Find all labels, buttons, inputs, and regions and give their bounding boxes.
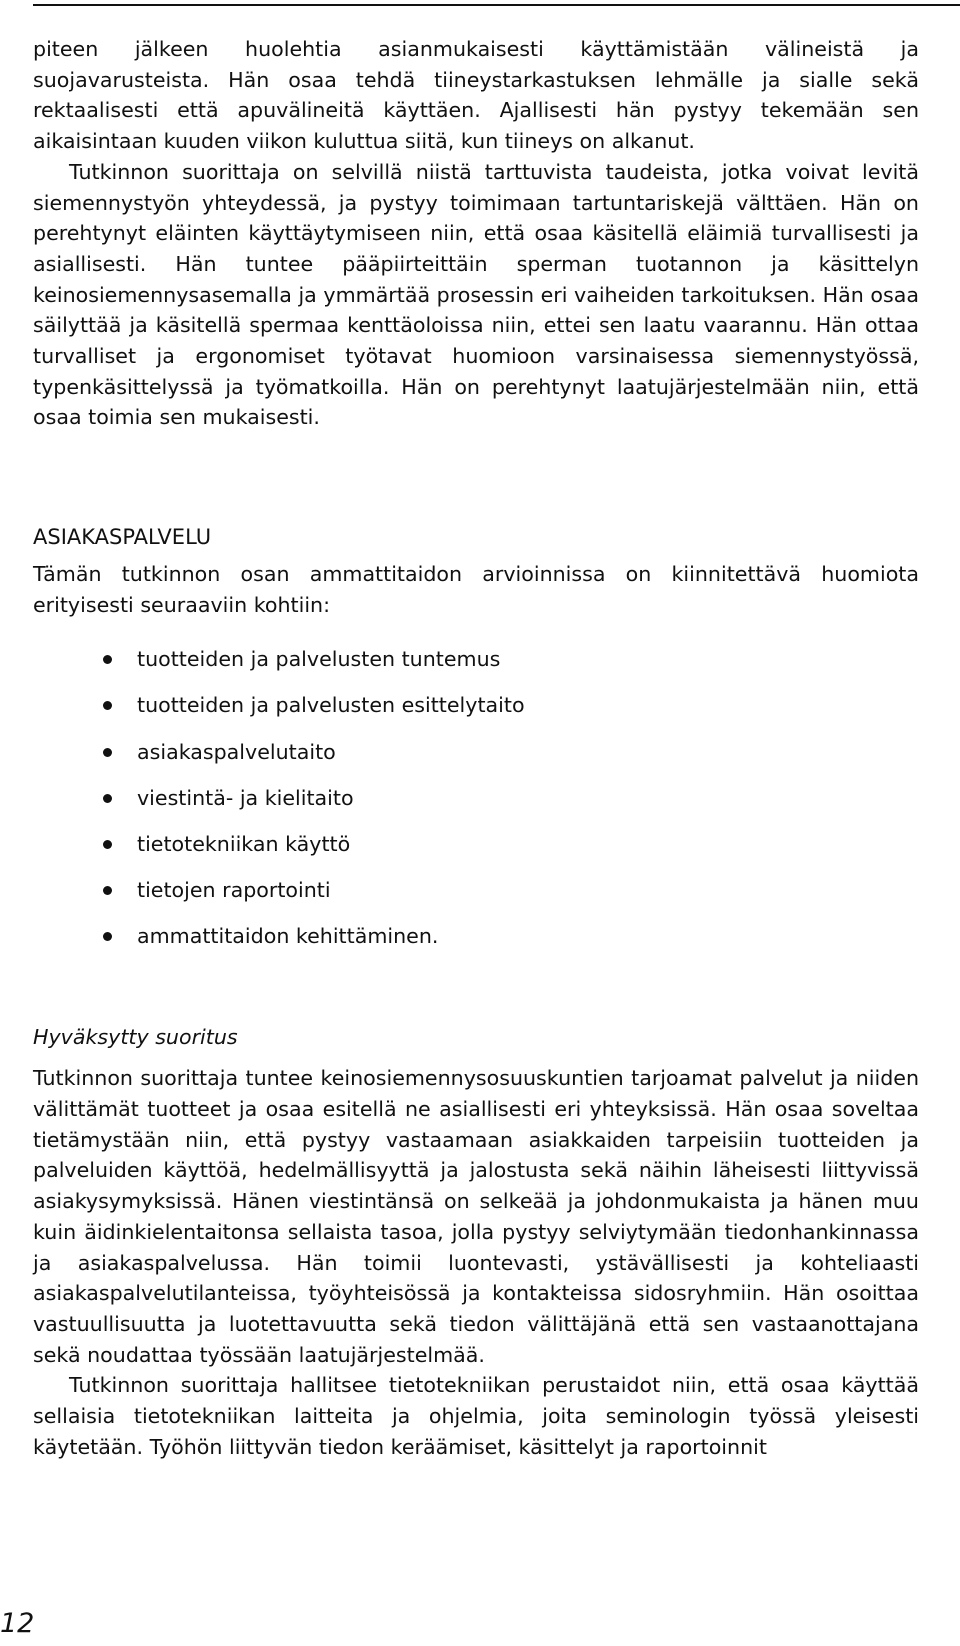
bullet-icon bbox=[103, 701, 112, 710]
intro-paragraph-1: piteen jälkeen huolehtia asianmukaisesti käyttämistään välineistä ja suojavarusteista. Hän osaa tehdä tiineystarkastuksen lehmälle ja sialle sekä rektaalisesti että apuvälineitä käyttäen. Ajallisesti hän pystyy tekemään sen aikaisintaan kuuden viikon kuluttua siitä, kun tiineys on alkanut. bbox=[33, 37, 919, 154]
bullet-icon bbox=[103, 655, 112, 664]
bullet-icon bbox=[103, 932, 112, 941]
list-item-label: ammattitaidon kehittäminen. bbox=[137, 924, 439, 949]
bullet-icon bbox=[103, 794, 112, 803]
page-content bbox=[33, 34, 919, 1463]
list-item bbox=[103, 913, 919, 959]
page-number: 12 bbox=[0, 1608, 35, 1639]
criteria-list bbox=[33, 636, 919, 959]
list-item bbox=[103, 867, 919, 913]
list-item-label: tuotteiden ja palvelusten tuntemus bbox=[137, 647, 501, 672]
list-item-label: asiakaspalvelutaito bbox=[137, 739, 336, 764]
accepted-performance-heading: Hyväksytty suoritus bbox=[33, 1024, 238, 1049]
section-heading: ASIAKASPALVELU bbox=[33, 525, 212, 550]
bullet-icon bbox=[103, 840, 112, 849]
list-item-label: tietotekniikan käyttö bbox=[137, 832, 351, 857]
intro-paragraph-2: Tutkinnon suorittaja on selvillä niistä tarttuvista taudeista, jotka voivat levitä siemennystyön yhteydessä, ja pystyy toimimaan tartuntariskejä välttäen. Hän on perehtynyt eläinten käyttäytymiseen niin, että osaa käsitellä eläimiä turvallisesti ja asiallisesti. Hän tuntee pääpiirteittäin sperman tuotannon ja käsittelyn keinosiemennysasemalla ja ymmärtää prosessin eri vaiheiden tarkoituksen. Hän osaa säilyttää ja käsitellä spermaa kenttäoloissa niin, ettei sen laatu vaarannu. Hän ottaa turvalliset ja ergonomiset työtavat huomioon varsinaisessa siemennystyössä, typenkäsittelyssä ja työmatkoilla. Hän on perehtynyt laatujärjestelmään niin, että osaa toimia sen mukaisesti. bbox=[33, 159, 919, 430]
list-item bbox=[103, 636, 919, 682]
list-item bbox=[103, 682, 919, 728]
top-rule bbox=[33, 4, 960, 6]
list-item-label: viestintä- ja kielitaito bbox=[137, 785, 354, 810]
list-item bbox=[103, 775, 919, 821]
section-intro: Tämän tutkinnon osan ammattitaidon arvioinnissa on kiinnitettävä huomiota erityisesti seuraaviin kohtiin: bbox=[33, 561, 919, 617]
list-item bbox=[103, 821, 919, 867]
accepted-paragraph-2: Tutkinnon suorittaja hallitsee tietotekniikan perustaidot niin, että osaa käyttää sellaisia tietotekniikan laitteita ja ohjelmia, joita seminologin työssä yleisesti käytetään. Työhön liittyvän tiedon keräämiset, käsittelyt ja raportoinnit bbox=[33, 1373, 919, 1459]
bullet-icon bbox=[103, 748, 112, 757]
list-item-label: tietojen raportointi bbox=[137, 878, 331, 903]
bullet-icon bbox=[103, 886, 112, 895]
list-item bbox=[103, 729, 919, 775]
accepted-paragraph-1: Tutkinnon suorittaja tuntee keinosiemennysosuuskuntien tarjoamat palvelut ja niiden välittämät tuotteet ja osaa esitellä ne asiallisesti eri yhteyksissä. Hän osaa soveltaa tietämystään niin, että pystyy vastaamaan asiakkaiden tarpeisiin tuotteiden ja palveluiden käyttöä, hedelmällisyyttä ja jalostusta sekä näihin läheisesti liittyvissä asiakysymyksissä. Hänen viestintänsä on selkeää ja johdonmukaista ja hänen muu kuin äidinkielentaitonsa sellaista tasoa, jolla pystyy selviytymään tiedonhankinnassa ja asiakaspalvelussa. Hän toimii luontevasti, ystävällisesti ja kohteliaasti asiakaspalvelutilanteissa, työyhteisössä ja kontakteissa sidosryhmiin. Hän osoittaa vastuullisuutta ja luotettavuutta sekä tiedon välittäjänä että sen vastaanottajana sekä noudattaa työssään laatujärjestelmää. bbox=[33, 1066, 919, 1367]
list-item-label: tuotteiden ja palvelusten esittelytaito bbox=[137, 693, 525, 718]
